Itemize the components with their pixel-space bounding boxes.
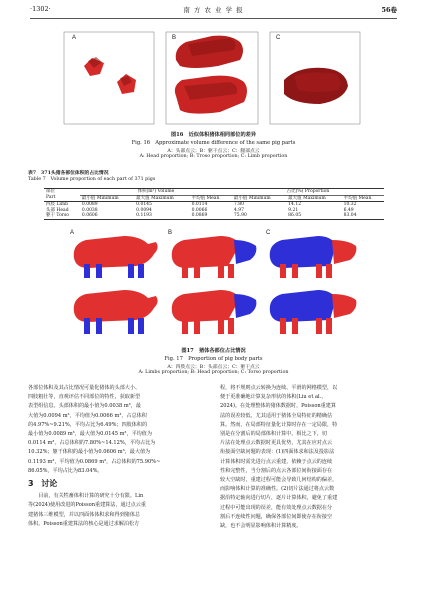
fig17-legend-en: A: Limbs proportion; B: Head proportion; C: Torso proportion bbox=[138, 370, 289, 375]
table-cell: 75.90 bbox=[232, 213, 286, 219]
table7-col-head: 平均值 Mean bbox=[342, 195, 384, 202]
body-line: 衔接面空缺问题的表现：(1)四面体求和法及投影法 bbox=[220, 449, 335, 456]
body-line: 便于更准确地计算复杂形状的体积(Liu et al.， bbox=[220, 394, 327, 401]
fig17-panel-a bbox=[74, 236, 158, 334]
table-7 bbox=[44, 188, 384, 220]
fig16-label-b: B bbox=[172, 35, 177, 41]
table-cell: 14.12 bbox=[288, 202, 302, 208]
fig16-title-en: Fig. 16 Approximate volume difference of the same pig parts bbox=[131, 140, 296, 146]
table-cell: 0.0066 bbox=[191, 207, 208, 213]
body-line: 别是在分割后的局部体积计算中。相比之下，切 bbox=[220, 431, 327, 438]
fig17-panel-b bbox=[172, 236, 257, 334]
table-cell: 0.0869 bbox=[190, 213, 232, 219]
body-line: 法的误差较低，尤其适用于猪体全局特征的精确估 bbox=[220, 412, 333, 419]
table-cell: 0.1193 bbox=[134, 213, 189, 219]
body-line: 0.0114 m³，占总体积的7.80%~14.12%，平均占比为 bbox=[28, 440, 156, 447]
fig16-title-cn: 图16 近似体积猪体相同部位的差异 bbox=[170, 132, 257, 138]
table-cell-part: 四肢 Limb bbox=[46, 202, 69, 208]
table-cell: 9.21 bbox=[288, 207, 299, 213]
body-line: 目前，有关牲畜体积计算的研究十分有限。Lin bbox=[28, 493, 144, 500]
section-heading bbox=[28, 479, 208, 490]
body-line: 算。然而，在局部特征量化计算时存在一定局限，特 bbox=[220, 421, 338, 428]
body-line: 2024)。在处理整体的猪体数据时，Poisson重建算 bbox=[220, 403, 336, 410]
table-cell: 4.97 bbox=[233, 207, 244, 213]
table-row bbox=[44, 213, 384, 219]
fig17-label-c: C bbox=[266, 230, 271, 236]
fig17-title-en: Fig. 17 Proportion of pig body parts bbox=[164, 356, 263, 362]
body-line: 片法在处理点云数据时更具优势，尤其在应对点云 bbox=[220, 440, 333, 447]
table-cell: 0.0114 bbox=[191, 202, 208, 208]
table7-volume-group: 体积(m³) Volume bbox=[80, 189, 232, 196]
body-line: 割后不连续性问题，确保各部位间即使存在衔接空 bbox=[220, 513, 333, 520]
left-column bbox=[28, 384, 208, 529]
table7-title-cn: 表7 371头猪各部位体积的占比情况 bbox=[28, 170, 109, 176]
body-line: 据沿特定轴向进行切片，逐片计算体积，避免了重建 bbox=[220, 495, 338, 502]
table-cell: 0.0089 bbox=[81, 202, 98, 208]
table7-col-head: 最大值 Maximum bbox=[134, 195, 189, 202]
table7-part-head-en: Part bbox=[44, 195, 80, 202]
table7-proportion-group: 占比(%) Proportion bbox=[232, 189, 384, 196]
fig17-label-b: B bbox=[168, 230, 173, 236]
header-rule bbox=[30, 18, 397, 19]
table-cell: 0.0606 bbox=[80, 213, 134, 219]
table-cell-part: 头部 Head bbox=[46, 207, 69, 213]
table7-col-head: 最大值 Maximum bbox=[286, 195, 341, 202]
table-cell: 7.80 bbox=[233, 202, 244, 208]
figure-17 bbox=[68, 232, 360, 342]
volume-number: 56卷 bbox=[381, 6, 397, 14]
body-line: 而影响体积计算的准确性。(2)切片法通过将点云数 bbox=[220, 486, 335, 493]
body-line: 四肢粗壮等，直观评估不同部位的特性，获取新型 bbox=[28, 394, 141, 401]
fig17-panel-c bbox=[270, 236, 357, 334]
table7-header-row-1 bbox=[44, 189, 384, 196]
table7-col-head: 最小值 Minimum bbox=[232, 195, 286, 202]
fig16-legend-en: A: Head proportion; B: Troso proportion; C: Limb proportion bbox=[139, 154, 288, 159]
figure-17-image bbox=[68, 232, 360, 342]
body-line: 较大空缺时，重建过程可能会导致几何结构的偏差， bbox=[220, 477, 338, 484]
table-cell: 0.0094 bbox=[136, 207, 152, 213]
journal-name: 南 方 农 业 学 报 bbox=[183, 6, 244, 14]
fig16-panel-a bbox=[64, 32, 154, 124]
section-number: 3 bbox=[28, 479, 34, 489]
table-cell: 10.32 bbox=[343, 202, 357, 208]
figure-16 bbox=[62, 30, 362, 128]
body-line: 的4.97%~9.21%，平均占比为6.49%；四肢体积的 bbox=[28, 421, 148, 428]
fig16-panel-b bbox=[166, 32, 258, 124]
table-cell: 0.0038 bbox=[81, 207, 98, 213]
body-line: 计算体积时需先进行点云重建，依赖于点云的连续 bbox=[220, 458, 333, 465]
fig16-label-c: C bbox=[276, 35, 281, 41]
table7-header-row-2 bbox=[44, 195, 384, 202]
fig17-label-a: A bbox=[70, 230, 75, 236]
body-line: 0.1193 m³，平均值为0.0869 m³，占总体积的75.90%~ bbox=[28, 458, 161, 465]
table7-col-head: 最小值 Minimum bbox=[80, 195, 134, 202]
table-cell-part: 躯干 Torso bbox=[44, 213, 80, 219]
body-line: 各部位体积及其占比情况可量化猪体的头部大小、 bbox=[28, 385, 141, 391]
body-line: 体积。Poisson重建算法的核心是通过求解泊松方 bbox=[28, 520, 140, 527]
fig17-legend-cn: A：四肢点云；B：头部点云；C：躯干点云 bbox=[167, 365, 260, 370]
body-line: 10.32%；躯干体积的最小值为0.0606 m³，最大值为 bbox=[28, 449, 151, 456]
fig16-label-a: A bbox=[72, 35, 77, 41]
section-title: 讨论 bbox=[41, 479, 58, 489]
table-cell: 86.05 bbox=[286, 213, 341, 219]
page-number: ·1302· bbox=[30, 5, 51, 13]
body-line: 86.05%，平均占比为83.04%。 bbox=[28, 467, 103, 474]
right-column bbox=[220, 384, 402, 531]
body-line: 等(2024)使用改进的Poisson重建算法，通过点云重 bbox=[28, 502, 146, 509]
fig17-title-cn: 图17 猪体各部位占比情况 bbox=[181, 348, 246, 354]
table-cell: 83.04 bbox=[342, 213, 384, 219]
body-line: 建猪体三维模型，并以四面体体积求和得到猪体总 bbox=[28, 511, 141, 518]
table7-col-head: 平均值 Mean bbox=[190, 195, 232, 202]
body-line: 缺，也不会明显影响体积计算精度。 bbox=[220, 523, 302, 530]
body-line: 最小值为0.0089 m³，最大值为0.0145 m³，平均值为 bbox=[28, 431, 152, 438]
body-line: 程，将不规则点云转换为连续、平滑的网格模型，以 bbox=[220, 385, 338, 391]
table7-part-head: 部位 bbox=[44, 189, 80, 196]
body-line: 表型组信息。头部体积的最小值为0.0038 m³，最 bbox=[28, 403, 141, 410]
body-line: 性和完整性，当分割后的点云各部位间衔接面存在 bbox=[220, 467, 333, 474]
figure-16-image bbox=[62, 30, 362, 128]
fig16-legend-cn: A：头部点云；B：躯干点云；C：腿部点云 bbox=[167, 149, 260, 154]
body-line: 过程中可能出现的误差，能有效处理点云数据在分 bbox=[220, 504, 333, 511]
fig16-panel-c bbox=[270, 32, 360, 124]
body-line: 大值为0.0094 m³，平均值为0.0066 m³，占总体积 bbox=[28, 412, 147, 419]
table7-title-en: Table 7 Volume proportion of each part of 371 pigs bbox=[28, 177, 156, 182]
table-cell: 6.49 bbox=[343, 207, 354, 213]
table-cell: 0.0145 bbox=[136, 202, 152, 208]
